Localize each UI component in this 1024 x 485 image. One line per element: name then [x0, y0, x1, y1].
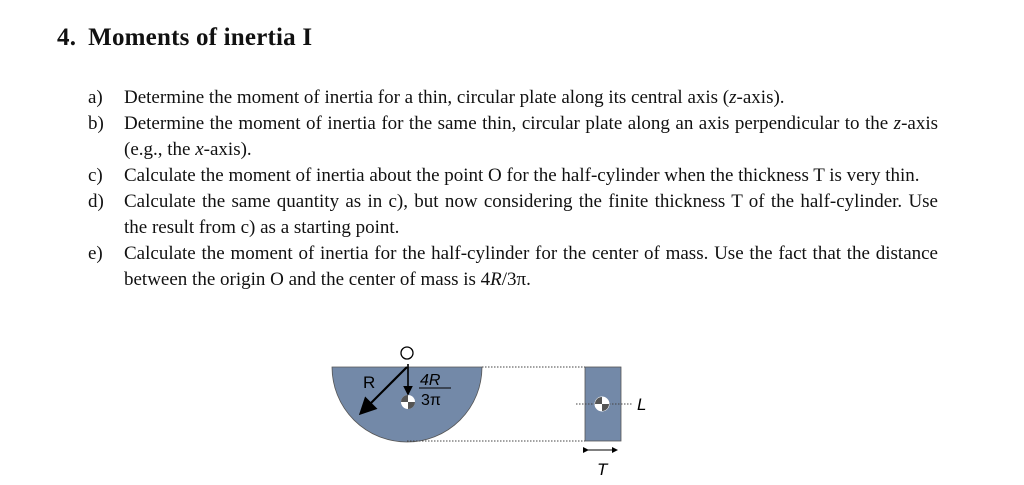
question-text-segment: z [893, 113, 902, 134]
question-text-segment: -axis (e.g., the [124, 113, 938, 160]
com-marker-side [595, 397, 609, 411]
section-number: 4. [57, 24, 77, 51]
question-text-segment: -axis). [203, 139, 252, 160]
question-text-segment: Calculate the same quantity as in c), but now considering the finite thickness T of the half-cylinder. Use the result from c) as a starting point. [124, 191, 938, 238]
question-text-segment: -axis). [736, 87, 785, 108]
question-text-segment: Determine the moment of inertia for the same thin, circular plate along an axis perpendicular to the [124, 113, 894, 134]
question-text-segment: z [729, 87, 737, 108]
radius-label: R [363, 373, 376, 392]
com-marker-front [401, 395, 415, 409]
question-text-segment: x [195, 139, 204, 160]
length-label: L [637, 395, 647, 414]
question-text-segment: Calculate the moment of inertia for the half-cylinder for the center of mass. Use the fact that the distance between the origin O and the center of mass is 4 [124, 243, 938, 290]
question-label: e) [88, 243, 103, 264]
section-title-text: Moments of inertia I [88, 24, 313, 51]
question-text-segment: Determine the moment of inertia for a thin, circular plate along its central axis ( [124, 87, 730, 108]
question-label: d) [88, 191, 104, 212]
thickness-label: T [597, 460, 608, 479]
question-text-segment: R [490, 269, 502, 290]
origin-label: O [0, 0, 1, 1]
question-text-segment: Calculate the moment of inertia about the point O for the half-cylinder when the thickness T is very thin. [124, 165, 920, 186]
question-label: b) [88, 113, 104, 134]
origin-point [401, 347, 413, 359]
question-label: c) [88, 165, 103, 186]
com-numerator-label: 4R [420, 372, 441, 389]
question-label: a) [88, 87, 103, 108]
com-denominator-label: 3π [421, 392, 441, 409]
question-text-segment: /3π. [501, 269, 531, 290]
